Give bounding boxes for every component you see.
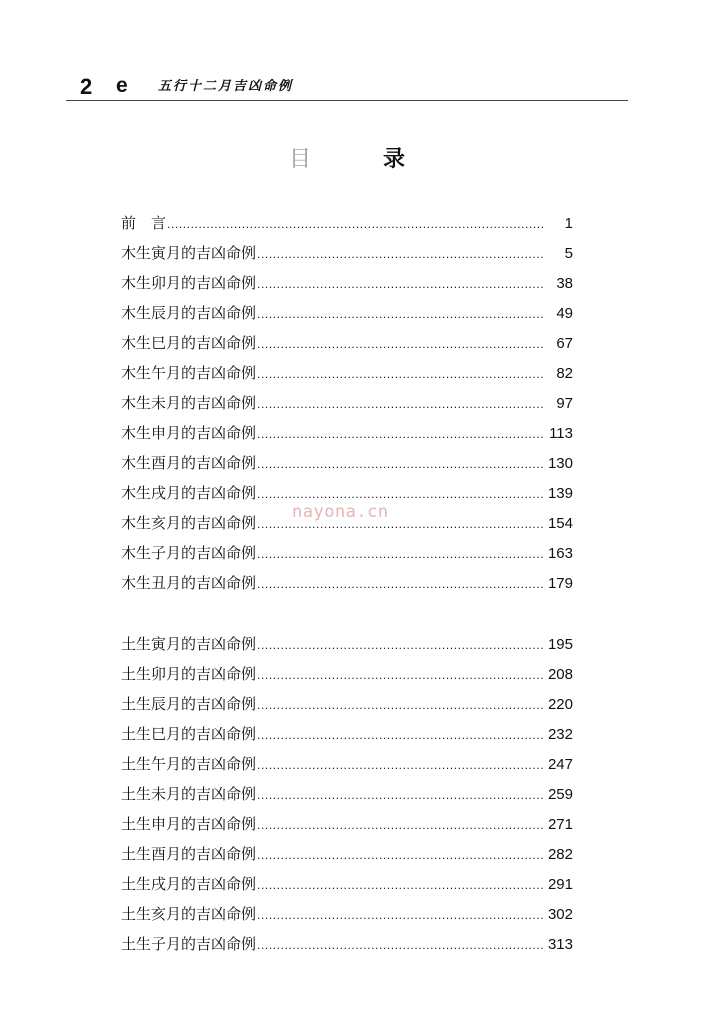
leader-dots <box>257 810 544 840</box>
leader-dots <box>257 630 544 660</box>
toc-entry[interactable] <box>121 238 573 268</box>
toc-group-wood <box>121 208 573 598</box>
leader-dots <box>167 209 544 239</box>
toc-entry-page: 271 <box>547 816 573 833</box>
toc-entry-title: 土生戌月的吉凶命例 <box>121 875 257 893</box>
toc-entry-title: 木生卯月的吉凶命例 <box>121 274 257 292</box>
toc-entry-page: 232 <box>547 726 573 743</box>
toc-entry[interactable] <box>121 869 573 899</box>
toc-entry-page: 302 <box>547 906 573 923</box>
toc-entry-title: 土生申月的吉凶命例 <box>121 815 257 833</box>
leader-dots <box>257 299 544 329</box>
toc-entry-title: 木生未月的吉凶命例 <box>121 394 257 412</box>
toc-entry-title: 木生辰月的吉凶命例 <box>121 304 257 322</box>
toc-entry-page: 282 <box>547 846 573 863</box>
toc-entry[interactable] <box>121 208 573 238</box>
leader-dots <box>257 239 544 269</box>
group-separator <box>121 598 573 629</box>
toc-entry[interactable] <box>121 719 573 749</box>
toc-entry-page: 179 <box>547 575 573 592</box>
leader-dots <box>257 900 544 930</box>
site-watermark: nayona.cn <box>292 502 389 522</box>
leader-dots <box>257 660 544 690</box>
toc-entry[interactable] <box>121 629 573 659</box>
toc-entry-title: 土生未月的吉凶命例 <box>121 785 257 803</box>
toc-entry-page: 139 <box>547 485 573 502</box>
toc-entry[interactable] <box>121 268 573 298</box>
toc-entry[interactable] <box>121 779 573 809</box>
toc-entry-title: 木生丑月的吉凶命例 <box>121 574 257 592</box>
toc-entry-title: 木生子月的吉凶命例 <box>121 544 257 562</box>
toc-entry[interactable] <box>121 388 573 418</box>
toc-entry-page: 259 <box>547 786 573 803</box>
running-header <box>66 74 628 101</box>
toc-entry-title: 木生酉月的吉凶命例 <box>121 454 257 472</box>
toc-entry-page: 82 <box>556 365 573 382</box>
page-number: 2 <box>80 74 93 99</box>
toc-entry-title: 土生亥月的吉凶命例 <box>121 905 257 923</box>
toc-entry-page: 97 <box>556 395 573 412</box>
toc-entry[interactable] <box>121 298 573 328</box>
leader-dots <box>257 539 544 569</box>
toc-entry-page: 38 <box>556 275 573 292</box>
toc-heading <box>0 145 724 175</box>
toc-entry[interactable] <box>121 749 573 779</box>
toc-entry[interactable] <box>121 929 573 959</box>
toc-entry[interactable] <box>121 418 573 448</box>
leader-dots <box>257 930 544 960</box>
toc-entry[interactable] <box>121 659 573 689</box>
toc-entry-page: 49 <box>556 305 573 322</box>
toc-entry-title: 木生寅月的吉凶命例 <box>121 244 257 262</box>
toc-entry-title: 木生巳月的吉凶命例 <box>121 334 257 352</box>
toc-entry[interactable] <box>121 538 573 568</box>
toc-entry[interactable] <box>121 689 573 719</box>
toc-entry[interactable] <box>121 448 573 478</box>
toc-entry-title: 木生戌月的吉凶命例 <box>121 484 257 502</box>
book-title: 五行十二月吉凶命例 <box>158 79 294 94</box>
leader-dots <box>257 780 544 810</box>
leader-dots <box>257 269 544 299</box>
toc-entry-title: 土生酉月的吉凶命例 <box>121 845 257 863</box>
toc-entry-page: 1 <box>564 215 573 232</box>
leader-dots <box>257 329 544 359</box>
toc-entry-title: 土生卯月的吉凶命例 <box>121 665 257 683</box>
toc-entry-title: 土生寅月的吉凶命例 <box>121 635 257 653</box>
toc-entry-page: 113 <box>549 425 573 442</box>
leader-dots <box>257 569 544 599</box>
leader-dots <box>257 389 544 419</box>
toc-entry-page: 247 <box>547 756 573 773</box>
toc-entry-title: 土生子月的吉凶命例 <box>121 935 257 953</box>
toc-group-earth <box>121 629 573 959</box>
toc-entry-page: 195 <box>547 636 573 653</box>
toc-entry[interactable] <box>121 358 573 388</box>
toc-entry-page: 130 <box>547 455 573 472</box>
toc-entry-page: 220 <box>547 696 573 713</box>
toc-entry-page: 163 <box>547 545 573 562</box>
publisher-logo: e <box>116 74 128 97</box>
leader-dots <box>257 750 544 780</box>
toc-entry-title: 木生亥月的吉凶命例 <box>121 514 257 532</box>
leader-dots <box>257 449 544 479</box>
leader-dots <box>257 690 544 720</box>
toc-entry-page: 5 <box>564 245 573 262</box>
toc-entry[interactable] <box>121 899 573 929</box>
leader-dots <box>257 720 544 750</box>
toc-entry-title: 前 言 <box>121 214 167 232</box>
toc-entry[interactable] <box>121 839 573 869</box>
toc-entry-title: 土生午月的吉凶命例 <box>121 755 257 773</box>
toc-heading-part2: 录 <box>383 147 406 172</box>
toc-entry-title: 木生申月的吉凶命例 <box>121 424 257 442</box>
toc-entry-page: 67 <box>556 335 573 352</box>
toc-entry-page: 154 <box>547 515 573 532</box>
toc-entry-title: 土生巳月的吉凶命例 <box>121 725 257 743</box>
toc-entry-title: 木生午月的吉凶命例 <box>121 364 257 382</box>
leader-dots <box>257 840 544 870</box>
toc-entry[interactable] <box>121 568 573 598</box>
toc-entry[interactable] <box>121 809 573 839</box>
leader-dots <box>257 359 544 389</box>
toc-entry-page: 313 <box>547 936 573 953</box>
table-of-contents <box>121 208 573 959</box>
leader-dots <box>257 419 544 449</box>
toc-entry[interactable] <box>121 328 573 358</box>
toc-entry-title: 土生辰月的吉凶命例 <box>121 695 257 713</box>
toc-entry-page: 291 <box>547 876 573 893</box>
toc-entry-page: 208 <box>547 666 573 683</box>
toc-heading-part1: 目 <box>289 147 312 172</box>
leader-dots <box>257 870 544 900</box>
